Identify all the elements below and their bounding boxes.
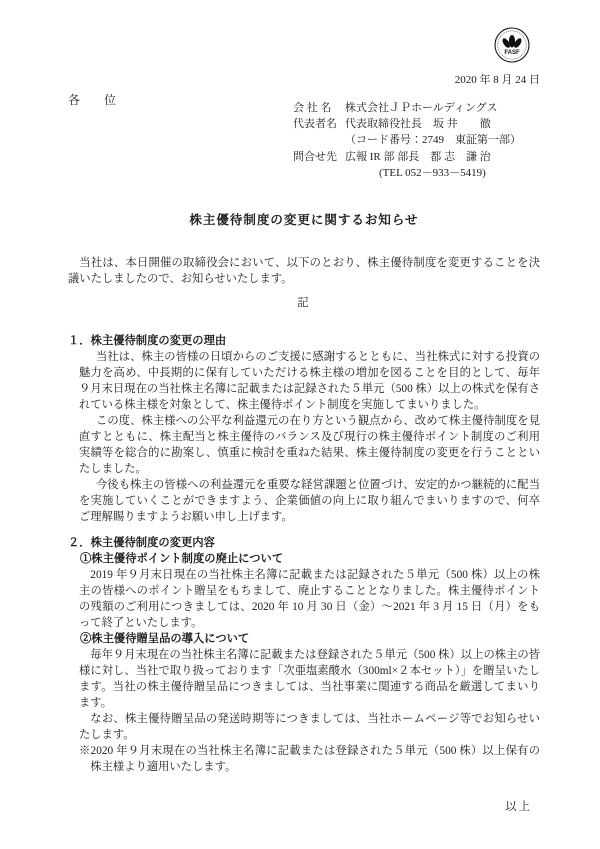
- info-label: 会 社 名: [293, 102, 332, 114]
- body-paragraph: 2019 年９月末日現在の当社株主名簿に記載または記録された５単元（500 株）以上の株主の皆様へのポイント贈呈をもちまして、廃止することとなりました。株主優待ポイントの残額のご利用につきましては、2020 年 10 月 30 日（金）～2021 年 3 月 15 日（月）をもって終了といたします。: [79, 569, 540, 630]
- note-paragraph: ※2020 年９月末現在の当社株主名簿に記載または登録された５単元（500 株）以上保有の株主様より適用いたします。: [79, 745, 540, 774]
- three-leaves-icon: [501, 35, 523, 49]
- section-heading: １．株主優待制度の変更の理由: [68, 335, 227, 348]
- info-row-company-name: [293, 100, 540, 116]
- intro-paragraph: 当社は、本日開催の取締役会において、以下のとおり、株主優待制度を変更することを決議いたしましたので、お知らせいたします。: [68, 257, 540, 286]
- fasf-logo-graphic: [494, 27, 530, 63]
- body-paragraph: 当社は、株主の皆様の日頃からのご支援に感謝するとともに、当社株式に対する投資の魅力を高め、中長期的に保有していただける株主様の増加を図ることを目的として、毎年９月末日現在の当社株主名簿に記載または記録された５単元（500 株）以上の株式を保有されている株主様を対象として、株主優待ポイント制度を実施してまいりました。: [79, 351, 540, 412]
- closing-mark: 以上: [505, 801, 532, 814]
- section-reason: [68, 333, 540, 525]
- info-value: 株式会社ＪＰホールディングス: [345, 102, 498, 114]
- record-mark: 記: [297, 297, 311, 310]
- subsection-gift-introduction: [68, 631, 540, 743]
- date-line: 2020 年 8 月 24 日: [454, 74, 540, 86]
- subsection-heading: ①株主優待ポイント制度の廃止について: [80, 553, 284, 566]
- section-heading: ２．株主優待制度の変更内容: [68, 537, 215, 550]
- body-paragraph: 毎年９月末現在の当社株主名簿に記載または登録された５単元（500 株）以上の株主の皆様に対し、当社で取り扱っております「次亜塩素酸水（300ml×２本セット）」を贈呈いたします。当社の株主優待贈呈品につきましては、当社事業に関連する商品を厳選してまいります。: [79, 649, 540, 710]
- info-value: 代表取締役社長 坂 井 徹: [345, 118, 491, 131]
- info-row-contact: [293, 149, 540, 165]
- body-paragraph: この度、株主様への公平な利益還元の在り方という観点から、改めて株主優待制度を見直すとともに、株主配当と株主優待のバランス及び現行の株主優待ポイント制度のご利用実績等を総合的に勘案し、慎重に検討を重ねた結果、株主優待制度の変更を行うことといたしました。: [79, 415, 540, 476]
- info-row-telephone: [293, 165, 540, 181]
- subsection-heading: ②株主優待贈呈品の導入について: [80, 633, 250, 646]
- section-changes: [68, 535, 540, 775]
- info-value: （コード番号：2749 東証第一部）: [345, 134, 521, 147]
- info-label: 問合せ先: [293, 150, 337, 163]
- info-row-stock-code: [293, 132, 540, 148]
- info-row-representative: [293, 116, 540, 132]
- info-value: (TEL 052－933－5419): [379, 166, 486, 179]
- body-paragraph: 今後も株主の皆様への利益還元を重要な経営課題と位置づけ、安定的かつ継続的に配当を実施していくことができますよう、企業価値の向上に取り組んでまいりますので、何卒ご理解賜りますようお願い申し上げます。: [79, 479, 540, 524]
- fasf-logo: [494, 27, 530, 63]
- info-value: 広報 IR 部 部長 都 志 謙 治: [345, 150, 491, 163]
- body-paragraph: なお、株主優待贈呈品の発送時期等につきましては、当社ホームページ等でお知らせいたします。: [79, 713, 540, 742]
- salutation: 各 位: [68, 93, 117, 107]
- logo-label: FASF: [504, 50, 520, 56]
- document-title: 株主優待制度の変更に関するお知らせ: [189, 213, 419, 228]
- info-label: [293, 132, 345, 148]
- company-info-block: [293, 100, 540, 181]
- info-label: 代表者名: [293, 118, 337, 131]
- info-label: [293, 165, 345, 181]
- subsection-point-abolition: [68, 551, 540, 631]
